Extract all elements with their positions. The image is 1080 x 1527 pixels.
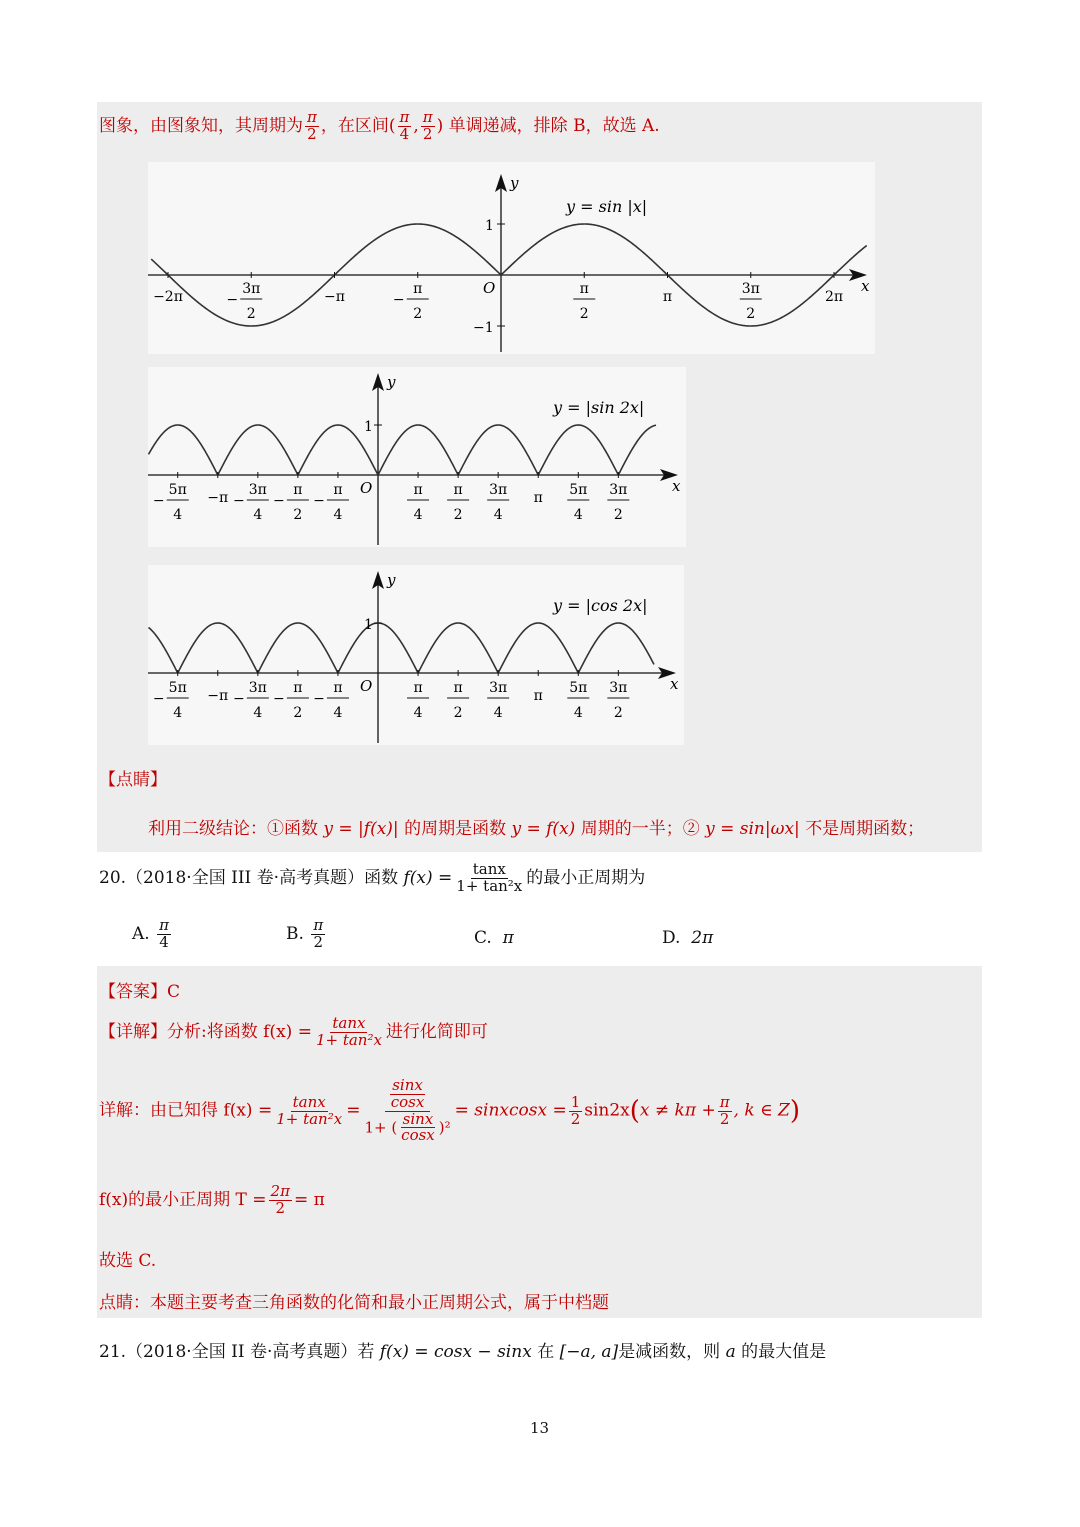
tick-label-den: 2 bbox=[453, 705, 463, 721]
graph-abs-cos-2x-svg bbox=[148, 565, 684, 745]
tick-label-num: π bbox=[293, 482, 303, 498]
answer-20: 【答案】C bbox=[99, 982, 181, 1002]
tick-label-den: 4 bbox=[253, 507, 263, 523]
interval-start: $\frac{\pi}{4}$ bbox=[399, 108, 410, 143]
tick-label: −2π bbox=[153, 289, 183, 305]
solution-20: 详解：由已知得 f(x) = $\frac{\tan x}{\text{1+ tan²x}}$ = $\frac{\sin x}{\cos x}$ 1+ ( $\frac{\sin x}{\cos x}$ )² = sinxcosx = $\frac{1}{2}$ sin2x(x ≠ kπ + $\frac{\pi}{2}$ , k ∈ Z) bbox=[99, 1076, 801, 1145]
compound-fraction: $\frac{\sin x}{\cos x}$ 1+ ( $\frac{\sin x}{\cos x}$ )² bbox=[364, 1076, 451, 1145]
tick-label-sign: − bbox=[313, 493, 325, 509]
function-label: y = |sin 2x| bbox=[553, 398, 645, 417]
tick-label-sign: − bbox=[232, 493, 245, 509]
function-curve bbox=[149, 425, 657, 475]
tick-label-sign: − bbox=[152, 493, 165, 509]
x-axis-label: x bbox=[672, 477, 681, 495]
note-text: 利用二级结论：①函数 y = |f(x)| 的周期是函数 y = f(x) 周期的一半；② y = sin|ωx| 不是周期函数； bbox=[148, 819, 925, 839]
note-heading: 【点睛】 bbox=[99, 770, 167, 790]
tick-label-num: 3π bbox=[248, 482, 267, 498]
tick-label-den: 4 bbox=[573, 507, 583, 523]
tick-label: π bbox=[662, 289, 673, 305]
analysis-20: 【详解】分析:将函数 f(x) = $\frac{\tan x}{\text{1+ tan²x}}$ 进行化简即可 bbox=[99, 1014, 488, 1049]
tick-label-den: 2 bbox=[746, 306, 756, 322]
tick-label-sign: − bbox=[226, 292, 239, 308]
tick-label-num: 5π bbox=[569, 482, 588, 498]
y-axis-label: y bbox=[387, 571, 396, 589]
x-axis-label: x bbox=[670, 675, 679, 693]
tick-label-num: 3π bbox=[242, 281, 261, 297]
y-tick-label: −1 bbox=[473, 320, 494, 336]
tick-label-den: 2 bbox=[453, 507, 463, 523]
y-axis-label: y bbox=[387, 373, 396, 391]
tick-label-num: 3π bbox=[489, 482, 508, 498]
q20-option-a: A. $\frac{\pi}{4}$ bbox=[132, 916, 169, 951]
tick-label-den: 2 bbox=[613, 507, 623, 523]
tick-label-num: π bbox=[579, 281, 589, 297]
tick-label: −π bbox=[207, 688, 229, 704]
graph-abs-sin-2x-svg bbox=[148, 367, 686, 547]
q20-option-c: C. π bbox=[474, 928, 514, 948]
y-tick-label: 1 bbox=[485, 218, 494, 234]
tick-label-den: 2 bbox=[293, 507, 303, 523]
origin-label: O bbox=[360, 677, 373, 695]
q20-fraction: $\frac{\tan x}{\text{1+ tan²x}}$ bbox=[456, 860, 523, 895]
tick-label-sign: − bbox=[232, 691, 245, 707]
y-axis-label: y bbox=[510, 174, 519, 192]
function-label: y = |cos 2x| bbox=[553, 596, 648, 615]
tick-label: π bbox=[533, 688, 543, 704]
tick-label-den: 4 bbox=[173, 705, 183, 721]
tick-label-num: π bbox=[453, 680, 463, 696]
tick-label-num: 5π bbox=[168, 482, 187, 498]
tick-label-num: π bbox=[333, 482, 343, 498]
tick-label-num: π bbox=[413, 680, 423, 696]
tick-label-den: 4 bbox=[413, 507, 423, 523]
choose-c: 故选 C. bbox=[99, 1251, 157, 1271]
tick-label-num: 3π bbox=[248, 680, 267, 696]
origin-label: O bbox=[360, 479, 373, 497]
comment-20: 点睛：本题主要考查三角函数的化简和最小正周期公式，属于中档题 bbox=[99, 1293, 609, 1313]
tick-label-den: 4 bbox=[573, 705, 583, 721]
tick-label-sign: − bbox=[273, 493, 285, 509]
origin-label: O bbox=[483, 279, 496, 297]
tick-label-den: 4 bbox=[493, 507, 503, 523]
q20-option-b: B. $\frac{\pi}{2}$ bbox=[286, 916, 324, 951]
interval-end: $\frac{\pi}{2}$ bbox=[422, 108, 433, 143]
tick-label-den: 4 bbox=[173, 507, 183, 523]
graph-abs-cos-2x bbox=[148, 565, 684, 745]
tick-label-den: 4 bbox=[333, 705, 343, 721]
tick-label: π bbox=[533, 490, 543, 506]
y-tick-label: 1 bbox=[364, 617, 373, 633]
tick-label-den: 2 bbox=[293, 705, 303, 721]
tick-label-den: 2 bbox=[579, 306, 589, 322]
tick-label-num: π bbox=[413, 482, 423, 498]
y-tick-label: 1 bbox=[364, 419, 373, 435]
graph-sin-abs-x bbox=[148, 162, 875, 354]
page-number: 13 bbox=[530, 1419, 550, 1437]
tick-label-num: π bbox=[453, 482, 463, 498]
tick-label-num: π bbox=[413, 281, 423, 297]
tick-label-den: 4 bbox=[333, 507, 343, 523]
tick-label-den: 4 bbox=[253, 705, 263, 721]
tick-label-den: 4 bbox=[493, 705, 503, 721]
tick-label-den: 2 bbox=[413, 306, 423, 322]
tick-label-sign: − bbox=[152, 691, 165, 707]
function-curve bbox=[149, 623, 655, 673]
tick-label-num: 3π bbox=[609, 680, 628, 696]
tick-label: 2π bbox=[824, 289, 844, 305]
tick-label-sign: − bbox=[273, 691, 285, 707]
period-fraction: $\frac{\pi}{2}$ bbox=[307, 108, 317, 143]
tick-label: −π bbox=[207, 490, 229, 506]
graph-abs-sin-2x bbox=[148, 367, 686, 547]
tick-label-num: 5π bbox=[569, 680, 588, 696]
question-21: 21.（2018·全国 II 卷·高考真题）若 f(x) = cosx − sinx 在 [−a, a]是减函数，则 a 的最大值是 bbox=[99, 1342, 827, 1362]
graph-sin-abs-x-svg bbox=[148, 162, 875, 354]
tick-label-num: π bbox=[333, 680, 343, 696]
tick-label-den: 4 bbox=[413, 705, 423, 721]
period-result: f(x)的最小正周期 T = $\frac{2\pi}{2}$ = π bbox=[99, 1182, 325, 1217]
question-20: 20.（2018·全国 III 卷·高考真题）函数 f(x) = $\frac{\tan x}{\text{1+ tan²x}}$ 的最小正周期为 bbox=[99, 860, 646, 895]
tick-label-num: 3π bbox=[609, 482, 628, 498]
tick-label-sign: − bbox=[392, 292, 405, 308]
x-axis-label: x bbox=[861, 277, 870, 295]
tick-label-den: 2 bbox=[246, 306, 256, 322]
tick-label: −π bbox=[324, 289, 345, 305]
q20-option-d: D. 2π bbox=[662, 928, 714, 948]
function-label: y = sin |x| bbox=[566, 197, 648, 216]
tick-label-sign: − bbox=[313, 691, 325, 707]
intro-line: 图象，由图象知，其周期为 $\frac{\pi}{2}$ ，在区间( $\frac{\pi}{4}$ , $\frac{\pi}{2}$ ) 单调递减，排除 B，故选 A. bbox=[99, 108, 660, 143]
tick-label-den: 2 bbox=[613, 705, 623, 721]
tick-label-num: 5π bbox=[168, 680, 187, 696]
tick-label-num: π bbox=[293, 680, 303, 696]
tick-label-num: 3π bbox=[489, 680, 508, 696]
tick-label-num: 3π bbox=[741, 281, 760, 297]
